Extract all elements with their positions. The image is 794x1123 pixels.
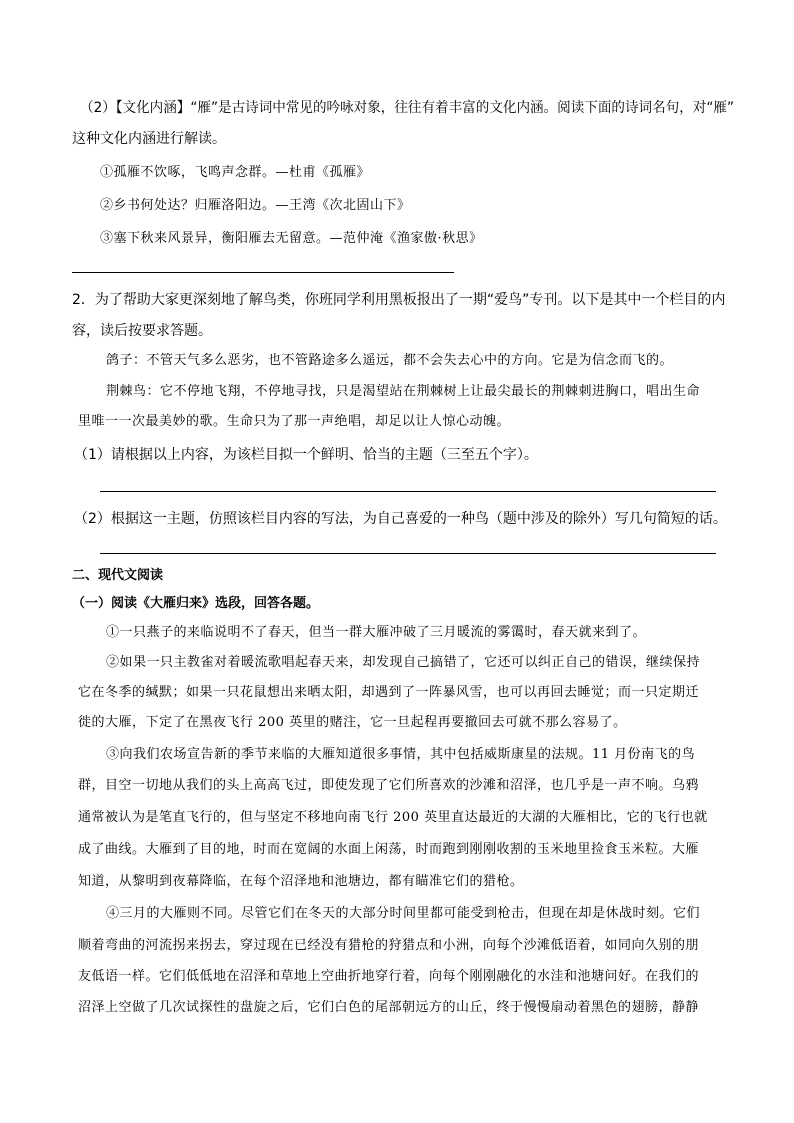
sub-question: （2）根据这一主题，仿照该栏目内容的写法，为自己喜爱的一种鸟（题中涉及的除外）写几句简短的话。 bbox=[74, 511, 727, 527]
answer-line[interactable] bbox=[100, 491, 716, 492]
paragraph-line: 通常被认为是笔直飞行的，但与坚定不移地向南飞行 200 英里直达最近的大湖的大雁相比，它的飞行也就 bbox=[78, 810, 708, 825]
column-text: 荆棘鸟：它不停地飞翔，不停地寻找，只是渴望站在荆棘树上让最尖最长的荆棘刺进胸口，唱出生命 bbox=[106, 384, 701, 399]
paragraph-line: 群，目空一切地从我们的头上高高飞过，即使发现了它们所喜欢的沙滩和沼泽，也几乎是一声不响。乌鸦 bbox=[78, 778, 700, 793]
paragraph-line: 成了曲线。大雁到了目的地，时而在宽阔的水面上闲荡，时而跑到刚刚收割的玉米地里捡食玉米粒。大雁 bbox=[78, 842, 700, 857]
question-text: 容，读后按要求答题。 bbox=[72, 323, 212, 339]
question-text: （2）【文化内涵】“雁”是古诗词中常见的吟咏对象，往往有着丰富的文化内涵。阅读下面的诗词名句，对“雁” bbox=[80, 100, 734, 116]
paragraph-line: 沼泽上空做了几次试探性的盘旋之后，它们白色的尾部朝远方的山丘，终于慢慢扇动着黑色的翅膀，静静 bbox=[78, 1000, 700, 1015]
column-text: 鸽子：不管天气多么恶劣，也不管路途多么遥远，都不会失去心中的方向。它是为信念而飞的。 bbox=[106, 353, 674, 368]
answer-line[interactable] bbox=[72, 272, 454, 273]
section-subheading: （一）阅读《大雁归来》选段，回答各题。 bbox=[72, 596, 320, 611]
paragraph-line: ②如果一只主教雀对着暖流歌唱起春天来，却发现自己搞错了，它还可以纠正自己的错误，继续保持 bbox=[106, 655, 701, 670]
sub-question: （1）请根据以上内容，为该栏目拟一个鲜明、恰当的主题（三至五个字）。 bbox=[74, 447, 538, 463]
section-heading: 二、现代文阅读 bbox=[72, 568, 164, 583]
poem-line: ③塞下秋来风景异，衡阳雁去无留意。—范仲淹《渔家傲·秋思》 bbox=[100, 231, 483, 246]
paragraph-line: ④三月的大雁则不同。尽管它们在冬天的大部分时间里都可能受到枪击，但现在却是休战时刻。它们 bbox=[106, 906, 701, 921]
paragraph-line: 徙的大雁，下定了在黑夜飞行 200 英里的赌注，它一旦起程再要撤回去可就不那么容易了。 bbox=[78, 715, 627, 730]
question-text: 这种文化内涵进行解读。 bbox=[72, 131, 226, 147]
poem-line: ②乡书何处达？归雁洛阳边。—王湾《次北固山下》 bbox=[100, 198, 411, 213]
question-text: 2．为了帮助大家更深刻地了解鸟类，你班同学利用黑板报出了一期“爱鸟”专刊。以下是其中一个栏目的内 bbox=[72, 292, 726, 308]
answer-line[interactable] bbox=[100, 553, 716, 554]
column-text: 里唯一一次最美妙的歌。生命只为了那一声绝唱，却足以让人惊心动魄。 bbox=[78, 414, 511, 429]
paragraph-line: 友低语一样。它们低低地在沼泽和草地上空曲折地穿行着，向每个刚刚融化的水洼和池塘问好。在我们的 bbox=[78, 969, 700, 984]
paragraph-line: 知道，从黎明到夜幕降临，在每个沼泽地和池塘边，都有瞄准它们的猎枪。 bbox=[78, 874, 524, 889]
paragraph-line: 它在冬季的缄默；如果一只花鼠想出来晒太阳，却遇到了一阵暴风雪，也可以再回去睡觉；而一只定期迁 bbox=[78, 685, 700, 700]
poem-line: ①孤雁不饮啄，飞鸣声念群。—杜甫《孤雁》 bbox=[100, 165, 371, 180]
paragraph-line: 顺着弯曲的河流拐来拐去，穿过现在已经没有猎枪的狩猎点和小洲，向每个沙滩低语着，如同向久别的朋 bbox=[78, 938, 700, 953]
paragraph-line: ③向我们农场宣告新的季节来临的大雁知道很多事情，其中包括威斯康星的法规。11 月份南飞的鸟 bbox=[106, 747, 696, 762]
paragraph-line: ①一只燕子的来临说明不了春天，但当一群大雁冲破了三月暖流的雾霭时，春天就来到了。 bbox=[106, 625, 647, 640]
